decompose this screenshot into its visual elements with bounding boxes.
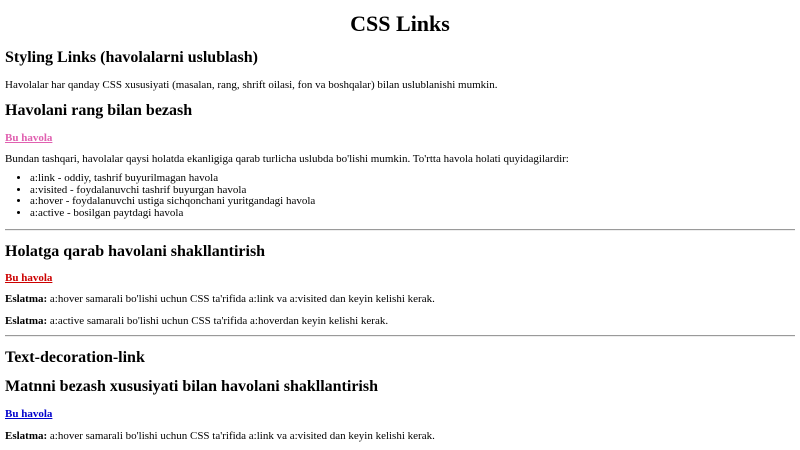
- note-text: a:hover samarali bo'lishi uchun CSS ta'rifida a:link va a:visited dan keyin kelishi kerak.: [47, 293, 435, 305]
- link-paragraph-decoration: [5, 407, 795, 421]
- section-heading-link-color: Havolani rang bilan bezash: [5, 102, 193, 119]
- note-text: a:hover samarali bo'lishi uchun CSS ta'rifida a:link va a:visited dan keyin kelishi kerak.: [47, 430, 435, 442]
- note-label: Eslatma:: [5, 430, 48, 442]
- list-item: • a:active - bosilgan paytdagi havola: [30, 208, 795, 220]
- divider: [5, 229, 795, 231]
- page-title: CSS Links: [350, 11, 450, 36]
- note-label: Eslatma:: [5, 315, 48, 327]
- note-hover-2: [5, 429, 795, 443]
- section-heading-state-links: Holatga qarab havolani shakllantirish: [5, 243, 266, 260]
- list-item: • a:hover - foydalanuvchi ustiga sichqonchani yuritgandagi havola: [30, 196, 795, 208]
- section-subheading-text-decoration: Matnni bezash xususiyati bilan havolani shakllantirish: [5, 378, 378, 395]
- note-text: a:active samarali bo'lishi uchun CSS ta'rifida a:hoverdan keyin kelishi kerak.: [47, 315, 389, 327]
- link-states-intro: Bundan tashqari, havolalar qaysi holatda ekanligiga qarab turlicha uslubda bo'lishi mumkin. To'rtta havola holati quyidagilardir:: [5, 153, 569, 165]
- link-paragraph-color: [5, 131, 795, 145]
- list-item: • a:visited - foydalanuvchi tashrif buyurgan havola: [30, 185, 795, 197]
- divider: [5, 335, 795, 337]
- link-states-list: [5, 173, 795, 219]
- section-heading-text-decoration: Text-decoration-link: [5, 349, 145, 366]
- note-hover: [5, 292, 795, 306]
- note-active: [5, 314, 795, 328]
- list-item: • a:link - oddiy, tashrif buyurilmagan havola: [30, 173, 795, 185]
- section-text-styling-links: Havolalar har qanday CSS xususiyati (masalan, rang, shrift oilasi, fon va boshqalar) bilan uslublanishi mumkin.: [5, 79, 498, 91]
- pink-link[interactable]: Bu havola: [5, 132, 53, 144]
- red-link[interactable]: Bu havola: [5, 272, 53, 284]
- section-heading-styling-links: Styling Links (havolalarni uslublash): [5, 49, 258, 66]
- blue-link[interactable]: Bu havola: [5, 408, 53, 420]
- note-label: Eslatma:: [5, 293, 48, 305]
- link-paragraph-state: [5, 271, 795, 285]
